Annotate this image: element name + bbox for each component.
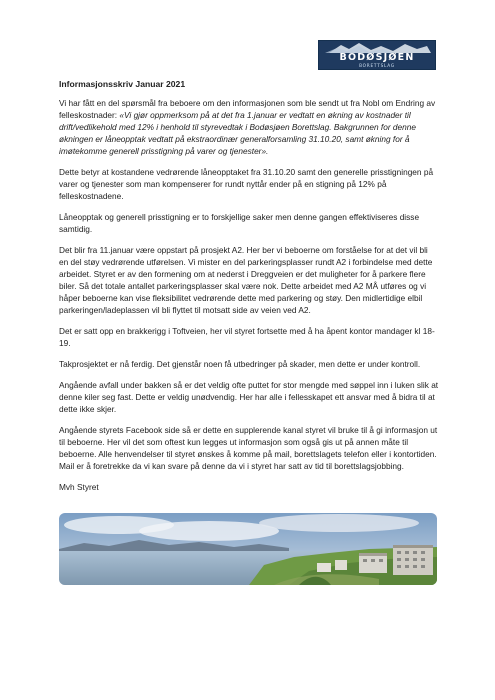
- paragraph-roof-project: Takprosjektet er nå ferdig. Det gjenstår noen få utbedringer på skader, men dette er under kontroll.: [59, 359, 421, 369]
- paragraph-waste: Angående avfall under bakken så er det veldig ofte puttet for stor mengde med søppel inn i luken slik at denne kiler seg fast. Dette er veldig unødvendig. Her har alle i fellesskapet ett ansvar med å bidra til at dette ikke skjer.: [59, 380, 439, 414]
- letter-body: [59, 78, 439, 502]
- house: [317, 563, 331, 572]
- signature: Mvh Styret: [59, 482, 99, 492]
- paragraph-facebook: Angående styrets Facebook side så er dette en supplerende kanal styret vil bruke til å gi informasjon ut til beboerne. Her vil det som oftest kun legges ut informasjon som også gis ut på annen måte til beboerne. Alle henvendelser til styret ønskes å komme på mail, borettslagets telefon eller i kontortiden. Mail er å foretrekke da vi kan svare på denne da vi i styret har satt av tid til borettslagsjobbing.: [59, 425, 438, 471]
- letter-title: Informasjonsskriv Januar 2021: [59, 79, 186, 89]
- paragraph-project-a2: Det blir fra 11.januar være oppstart på prosjekt A2. Her ber vi beboerne om forståelse for at det vil bli en del støy vedrørende utførelsen. Vi mister en del parkeringsplasser rundt A2 i forbindelse med dette arbeidet. Styret er av den formening om at nederst i Dreggveien er det muligheter for å parkere flere biler. Så det totale antallet parkeringsplasser skal være nok. Dette arbeidet med A2 MÅ utføres og vi håper beboerne kan vise fleksibilitet vedrørende dette med parkering og støy. Den midlertidige elbil parkeringen/ladeplassen vil bli flyttet til motsatt side av veien ved A2.: [59, 245, 433, 315]
- intro-quote: «Vi gjør oppmerksom på at det fra 1.januar er vedtatt en økning av kostnader til drift/vedlikehold med 12% i henhold til styrevedtak i Bodøsjøen Borettslag. Bakgrunnen for denne økningen er låneopptak vedtatt på ekstraordinær generalforsamling 31.10.20, samt økning for å imøtekomme generell prisstigning på varer og tjenester».: [59, 110, 416, 156]
- paragraph-office: Det er satt opp en brakkerigg i Toftveien, her vil styret fortsette med å ha åpent kontor mandager kl 18-19.: [59, 326, 435, 348]
- house: [335, 560, 347, 570]
- logo-name: BODØSJØEN: [339, 52, 415, 63]
- paragraph-cost-explanation: Dette betyr at kostandene vedrørende låneopptaket fra 31.10.20 samt den generelle prisstigningen på varer og tjenester som man kompenserer for rundt nyttår ender på en stigning på 12% på felleskostnadene.: [59, 167, 434, 201]
- intro-text: Vi har fått en del spørsmål fra beboere om den informasjonen som ble sendt ut fra Nobl om Endring av felleskostnader:: [59, 98, 436, 120]
- cloud: [259, 514, 419, 532]
- intro-paragraph: [59, 97, 439, 157]
- landscape-photo: [59, 513, 437, 585]
- cloud: [139, 521, 279, 541]
- paragraph-loan-and-price: Låneopptak og generell prisstigning er to forskjellige saker men denne gangen effektiviseres disse samtidig.: [59, 212, 420, 234]
- borettslag-logo: [318, 40, 436, 70]
- logo-subtitle: BORETTSLAG: [359, 63, 395, 68]
